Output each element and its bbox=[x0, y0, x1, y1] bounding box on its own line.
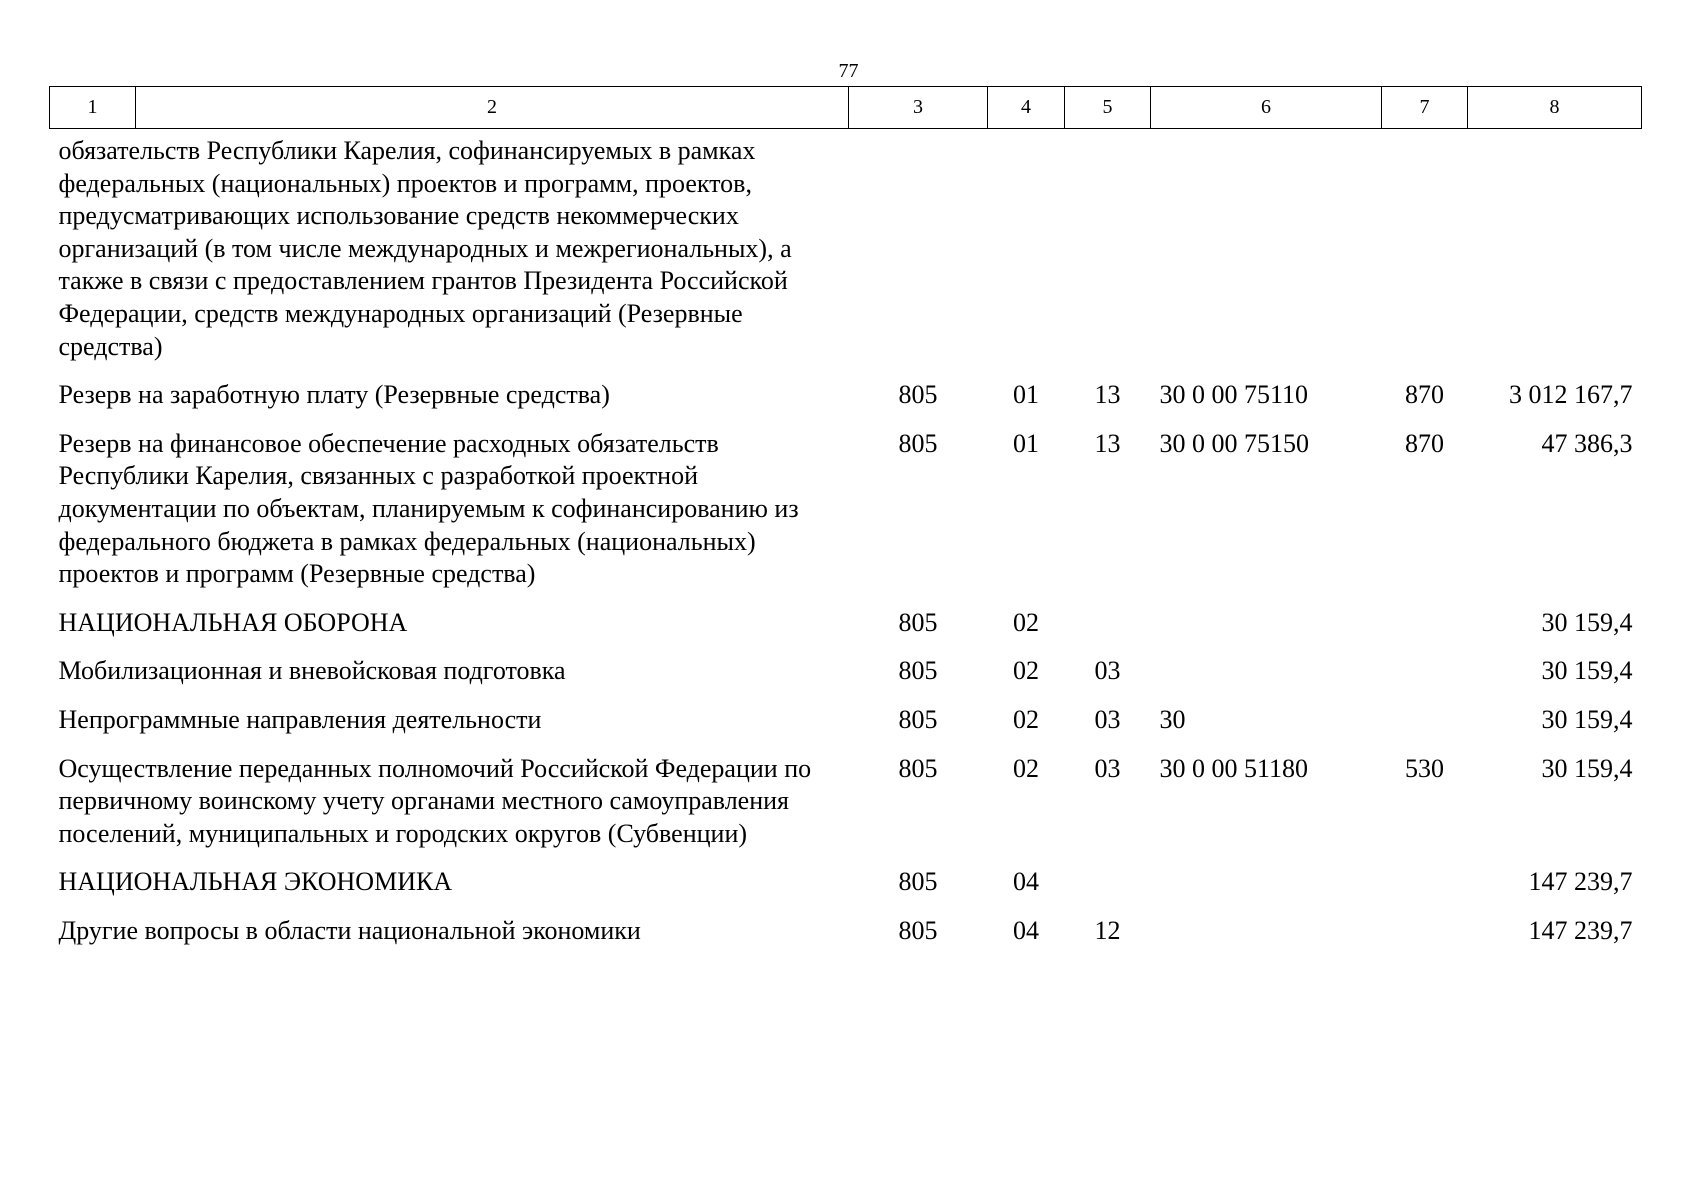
table-row bbox=[50, 866, 1642, 915]
row-amount: 147 239,7 bbox=[1528, 915, 1633, 945]
row-section-code: 04 bbox=[1013, 867, 1039, 897]
row-amount bbox=[1468, 129, 1642, 380]
budget-table bbox=[49, 86, 1642, 963]
row-name: НАЦИОНАЛЬНАЯ ЭКОНОМИКА bbox=[58, 867, 453, 897]
row-name: Осуществление переданных полномочий Российской Федерации по первичному воинскому учету органами местного самоуправления поселений, муниципальных и городских округов (Субвенции) bbox=[58, 753, 812, 848]
row-section-code bbox=[988, 129, 1065, 380]
row-target-article bbox=[1151, 655, 1382, 704]
row-subsection-code bbox=[1065, 607, 1151, 656]
row-subsection-code bbox=[1065, 129, 1151, 380]
row-name: НАЦИОНАЛЬНАЯ ОБОРОНА bbox=[58, 607, 408, 637]
row-amount: 30 159,4 bbox=[1541, 607, 1633, 637]
row-ministry-code: 805 bbox=[898, 704, 938, 734]
row-name: Резерв на финансовое обеспечение расходных обязательств Республики Карелия, связанных с разработкой проектной документации по объектам, планируемым к софинансированию из федерального бюджета в рамках федеральных (национальных) проектов и программ (Резервные средства) bbox=[58, 428, 799, 589]
header-col-3: 3 bbox=[849, 87, 988, 129]
row-subsection-code: 13 bbox=[1094, 428, 1121, 458]
row-section-code: 01 bbox=[1013, 380, 1039, 410]
row-expense-type bbox=[1382, 129, 1468, 380]
header-col-5: 5 bbox=[1065, 87, 1151, 129]
row-subsection-code: 03 bbox=[1094, 753, 1121, 783]
row-target-article bbox=[1151, 129, 1382, 380]
row-amount: 30 159,4 bbox=[1541, 753, 1633, 783]
row-ministry-code: 805 bbox=[898, 607, 938, 637]
row-target-article bbox=[1151, 866, 1382, 915]
row-amount: 30 159,4 bbox=[1541, 704, 1633, 734]
table-row bbox=[50, 129, 1642, 380]
row-expense-type bbox=[1382, 866, 1468, 915]
row-name: Другие вопросы в области национальной экономики bbox=[58, 915, 641, 945]
row-target-article: 30 0 00 51180 bbox=[1159, 753, 1309, 783]
row-subsection-code: 03 bbox=[1094, 656, 1121, 686]
row-amount: 3 012 167,7 bbox=[1509, 380, 1633, 410]
row-name: Непрограммные направления деятельности bbox=[58, 704, 542, 734]
table-header bbox=[50, 87, 1642, 129]
row-section-code: 02 bbox=[1013, 704, 1039, 734]
row-target-article: 30 bbox=[1159, 704, 1186, 734]
row-subsection-code: 03 bbox=[1094, 704, 1121, 734]
header-col-8: 8 bbox=[1468, 87, 1642, 129]
row-amount: 147 239,7 bbox=[1528, 867, 1633, 897]
row-name: Мобилизационная и вневойсковая подготовка bbox=[58, 656, 566, 686]
row-expense-type: 870 bbox=[1405, 380, 1444, 410]
row-ministry-code: 805 bbox=[898, 867, 938, 897]
table-body bbox=[50, 129, 1642, 964]
header-col-7: 7 bbox=[1382, 87, 1468, 129]
header-col-6: 6 bbox=[1151, 87, 1382, 129]
row-expense-type bbox=[1382, 704, 1468, 753]
row-expense-type: 530 bbox=[1405, 753, 1444, 783]
header-row bbox=[50, 87, 1642, 129]
row-section-code: 02 bbox=[1013, 607, 1039, 637]
row-section-code: 01 bbox=[1013, 428, 1039, 458]
table-row bbox=[50, 704, 1642, 753]
row-target-article bbox=[1151, 607, 1382, 656]
row-ministry-code: 805 bbox=[898, 380, 938, 410]
header-col-4: 4 bbox=[988, 87, 1065, 129]
row-expense-type: 870 bbox=[1405, 428, 1444, 458]
row-expense-type bbox=[1382, 607, 1468, 656]
table-row bbox=[50, 379, 1642, 428]
row-expense-type bbox=[1382, 655, 1468, 704]
row-ministry-code: 805 bbox=[898, 753, 938, 783]
header-col-2: 2 bbox=[136, 87, 849, 129]
row-name: обязательств Республики Карелия, софинансируемых в рамках федеральных (национальных) проектов и программ, проектов, предусматривающих использование средств некоммерческих организаций (в том числе международных и межрегиональных), а также в связи с предоставлением грантов Президента Российской Федерации, средств международных организаций (Резервные средства) bbox=[58, 136, 792, 361]
row-amount: 47 386,3 bbox=[1541, 428, 1633, 458]
table-row bbox=[50, 753, 1642, 867]
row-amount: 30 159,4 bbox=[1541, 656, 1633, 686]
row-target-article bbox=[1151, 915, 1382, 964]
row-ministry-code bbox=[849, 129, 988, 380]
row-section-code: 02 bbox=[1013, 656, 1039, 686]
row-section-code: 04 bbox=[1013, 915, 1039, 945]
row-subsection-code bbox=[1065, 866, 1151, 915]
table-row bbox=[50, 607, 1642, 656]
row-section-code: 02 bbox=[1013, 753, 1039, 783]
row-target-article: 30 0 00 75150 bbox=[1159, 428, 1309, 458]
row-subsection-code: 13 bbox=[1094, 380, 1121, 410]
table-row bbox=[50, 655, 1642, 704]
table-row bbox=[50, 428, 1642, 607]
row-ministry-code: 805 bbox=[898, 915, 938, 945]
row-expense-type bbox=[1382, 915, 1468, 964]
row-name: Резерв на заработную плату (Резервные средства) bbox=[58, 380, 610, 410]
row-subsection-code: 12 bbox=[1094, 915, 1121, 945]
page-number: 77 bbox=[838, 60, 859, 82]
table-row bbox=[50, 915, 1642, 964]
row-target-article: 30 0 00 75110 bbox=[1159, 380, 1309, 410]
row-ministry-code: 805 bbox=[898, 428, 938, 458]
row-ministry-code: 805 bbox=[898, 656, 938, 686]
header-col-1: 1 bbox=[50, 87, 136, 129]
